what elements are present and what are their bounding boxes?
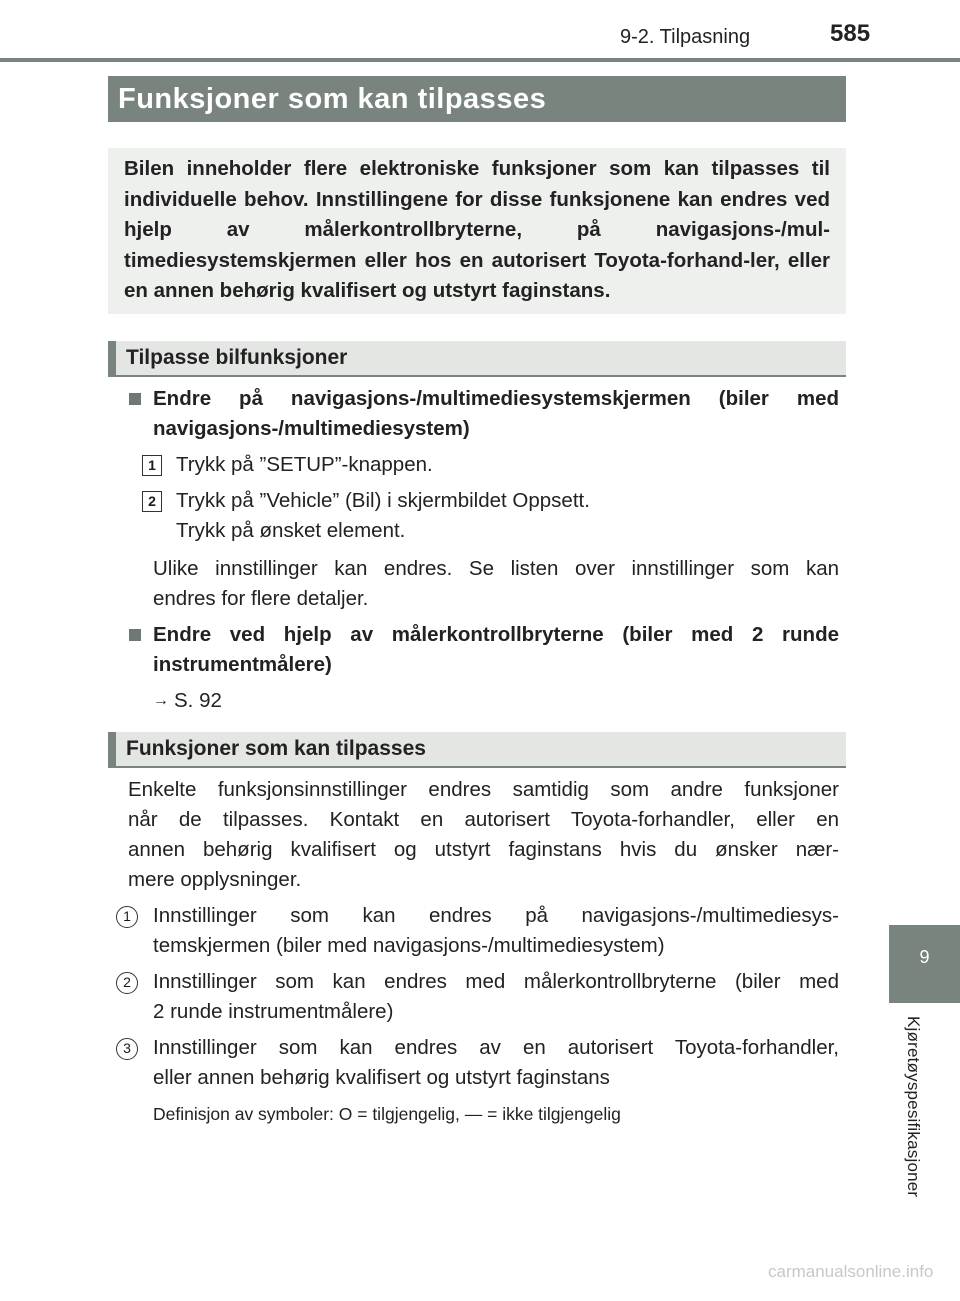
intro-text: Bilen inneholder flere elektroniske funksjoner som kan tilpasses til individuelle behov. Innstillingene for disse funksjonene kan endres ved hjelp av målerkontrollbryterne, på navigasjons-/mul-timediesystemskjermen eller hos en autorisert Toyota-forhand-ler, eller en annen behørig kvalifisert og utstyrt faginstans. <box>124 157 830 302</box>
intro-box <box>108 148 846 314</box>
step-text: Trykk på ”SETUP”-knappen. <box>176 453 433 476</box>
paragraph-text: mere opplysninger. <box>128 868 302 891</box>
square-bullet-icon <box>129 393 141 405</box>
list-item-text: Innstillinger som kan endres på navigasjons-/multimediesys- <box>153 904 839 927</box>
page-title: Funksjoner som kan tilpasses <box>118 83 547 115</box>
section-label: 9-2. Tilpasning <box>620 26 751 48</box>
bullet-text: Endre på navigasjons-/multimediesystemskjermen (biler med <box>153 387 839 410</box>
paragraph-text: Enkelte funksjonsinnstillinger endres samtidig som andre funksjoner <box>128 778 839 801</box>
step-number-1: 1 <box>142 455 162 476</box>
page-number: 585 <box>830 20 871 47</box>
step-text: Trykk på ønsket element. <box>176 519 406 542</box>
circled-number-3: 3 <box>116 1038 138 1060</box>
chapter-number: 9 <box>919 947 930 967</box>
page-reference-link[interactable]: S. 92 <box>174 689 222 712</box>
chapter-label: Kjøretøyspesifikasjoner <box>904 1016 923 1198</box>
list-item-text: Innstillinger som kan endres med målerkontrollbryterne (biler med <box>153 970 839 993</box>
section-heading-text: Funksjoner som kan tilpasses <box>126 737 426 760</box>
circled-number-2: 2 <box>116 972 138 994</box>
paragraph-text: når de tilpasses. Kontakt en autorisert Toyota-forhandler, eller en <box>128 808 839 831</box>
bullet-text: navigasjons-/multimediesystem) <box>153 417 470 440</box>
footer-watermark: carmanualsonline.info <box>768 1262 934 1281</box>
section-heading-funksjoner <box>108 732 846 768</box>
page-title-bar <box>108 76 846 122</box>
symbol-definition: Definisjon av symboler: O = tilgjengelig, — = ikke tilgjengelig <box>153 1104 621 1124</box>
step-text: Trykk på ”Vehicle” (Bil) i skjermbildet Oppsett. <box>176 489 590 512</box>
step-number-2: 2 <box>142 491 162 512</box>
list-item-text: 2 runde instrumentmålere) <box>153 1000 394 1023</box>
chapter-tab <box>889 925 960 1003</box>
section-heading-tilpasse <box>108 341 846 377</box>
paragraph-text: annen behørig kvalifisert og utstyrt faginstans hvis du ønsker nær- <box>128 838 839 861</box>
note-text: Ulike innstillinger kan endres. Se listen over innstillinger som kan <box>153 557 839 580</box>
bullet-text: Endre ved hjelp av målerkontrollbryterne (biler med 2 runde <box>153 623 839 646</box>
section-heading-text: Tilpasse bilfunksjoner <box>126 346 348 369</box>
bullet-text: instrumentmålere) <box>153 653 332 676</box>
arrow-right-icon: → <box>153 692 169 709</box>
list-item-text: temskjermen (biler med navigasjons-/multimediesystem) <box>153 934 665 957</box>
list-item-text: eller annen behørig kvalifisert og utstyrt faginstans <box>153 1066 610 1089</box>
note-text: endres for flere detaljer. <box>153 587 369 610</box>
header-divider <box>0 58 960 62</box>
circled-number-1: 1 <box>116 906 138 928</box>
square-bullet-icon <box>129 629 141 641</box>
list-item-text: Innstillinger som kan endres av en autorisert Toyota-forhandler, <box>153 1036 839 1059</box>
